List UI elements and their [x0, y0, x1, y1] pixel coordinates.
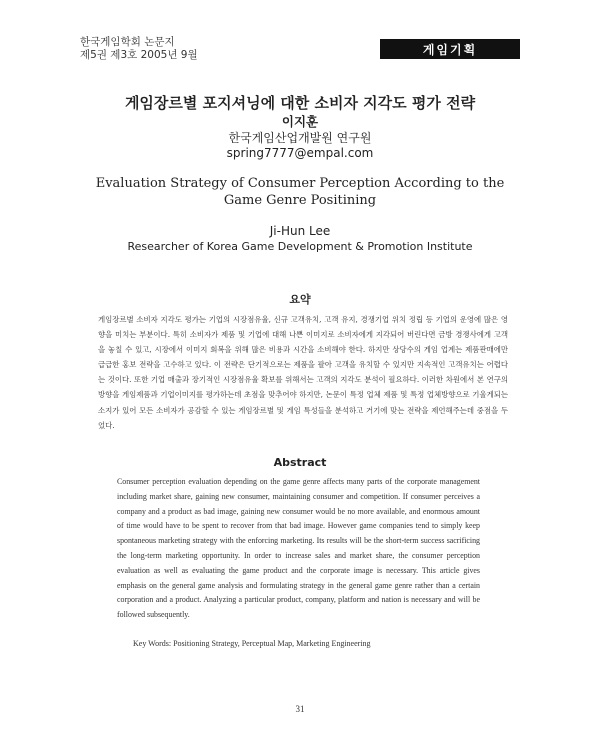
english-abstract-heading: Abstract — [273, 456, 327, 469]
korean-affiliation: 한국게임산업개발원 연구원 — [228, 131, 372, 145]
english-abstract-text: Consumer perception evaluation depending on the game genre affects many parts of the corporate management including market share, gaining new consumer, maintaining consumer and competition. If consumer perceives a company and a product as bad image, gaining new consumer would be no more available, and enormous amount of time would have to be spent to recover from that bad image. However game companies tend to simply keep spontaneous marketing strategy with the enforcing marketing. Its results will be the short-term success sacrificing the long-term marketing opportunity. In order to increase sales and market share, the consumer perception evaluation as well as evaluating the game product and the corporate image is necessary. This article gives emphasis on the general game analysis and formulating strategy in the general game genre rather than a certain corporation and a product. Analyzing a particular product, company, platform and nation is necessary and will be followed subsequently. — [117, 477, 480, 620]
english-author: Ji-Hun Lee — [269, 224, 331, 238]
section-tag: 게임기획 — [380, 39, 520, 59]
english-affiliation: Researcher of Korea Game Development & Promotion Institute — [127, 240, 473, 253]
korean-abstract-body: 게임장르별 소비자 지각도 평가는 기업의 시장점유율, 신규 고객유치, 고객 유지, 경쟁기업 위치 정립 등 기업의 운영에 많은 영향을 미치는 부분이다. 특히 소비자가 제품 및 기업에 대해 나쁜 이미지로 소비자에게 지각되어 버린다면 금방 경쟁사에게 고객을 놓칠 수 있고, 시장에서 이미지 회복을 위해 많은 비용과 시간을 소비해야 한다. 하지만 상당수의 게임 업계는 제품판매에만 급급한 홍보 전략을 고수하고 있다. 이 전략은 단기적으로는 제품을 팔아 고객을 유치할 수 있지만 지속적인 고객유치는 어렵다는 것이다. 또한 기업 매출과 장기적인 시장점유율 확보를 위해서는 고객의 지각도 분석이 필요하다. 이러한 차원에서 본 연구의 방향을 게임제품과 기업이미지를 평가하는데 초점을 맞추어야 하지만, 논문이 특정 업체 제품 및 특정 업체방향으로 기울게되는 소지가 있어 모든 소비자가 공감할 수 있는 게임장르별 및 게임 특성들을 분석하고 거기에 맞는 전략을 제언해주는데 중점을 두었다. — [98, 315, 508, 430]
english-abstract-body — [117, 475, 480, 623]
korean-author: 이지훈 — [281, 114, 319, 129]
english-title — [0, 175, 600, 209]
english-title-line2: Game Genre Positining — [223, 193, 377, 208]
journal-name: 한국게임학회 논문지 — [80, 36, 175, 48]
journal-issue: 제5권 제3호 2005년 9월 — [80, 49, 198, 61]
korean-title: 게임장르별 포지셔닝에 대한 소비자 지각도 평가 전략 — [124, 94, 476, 112]
english-title-line1: Evaluation Strategy of Consumer Perception According to the — [95, 176, 505, 191]
author-email: spring7777@empal.com — [226, 146, 374, 160]
korean-abstract-heading: 요약 — [289, 293, 311, 306]
keywords: Key Words: Positioning Strategy, Perceptual Map, Marketing Engineering — [133, 639, 371, 648]
page-number: 31 — [295, 704, 305, 714]
journal-info — [80, 36, 198, 62]
